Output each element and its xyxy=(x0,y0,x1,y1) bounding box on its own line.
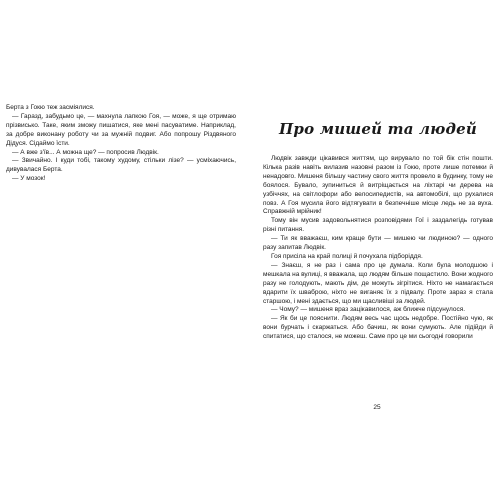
right-paragraph: — Ти як вважаєш, ким краще бути — мишею чи людиною? — одного разу запитав Людвік. xyxy=(263,235,493,252)
page-number: 25 xyxy=(373,404,381,411)
left-page xyxy=(6,104,236,184)
left-paragraph: — А вже з'їв... А можна ще? — попросив Людвік. xyxy=(12,148,159,156)
left-paragraph: — У мозок! xyxy=(12,175,46,183)
right-paragraph: Гоя присіла на край полиці й почухала підборіддя. xyxy=(271,252,423,260)
chapter-title: Про мишей та людей xyxy=(279,120,477,138)
right-paragraph: Людвік завжди цікавився життям, що вирувало по той бік стін пошти. Кілька разів навіть вилазив назовні разом із Гокю, проте лише потемки й ненадовго. Мишеня більшу частину свого життя провело в будинку, тому не боялося. Бувало, зупиниться й витріщається на ліхтарі чи дерева на узбіччях, на світлофори або велосипедистів, на автомобілі, що рухалися повз. А Гоя мусила його відтягувати в безпечніше місце ледь не за вуха. Справжній мрійник! xyxy=(263,155,493,216)
left-paragraph: Берта з Гокю теж засміялися. xyxy=(6,104,95,111)
right-paragraph: Тому він мусив задовольнятися розповідями Гої і заздалегідь готував різні питання. xyxy=(263,217,493,234)
right-paragraph: — Знаєш, я не раз і сама про це думала. Коли була молодшою і мешкала на вулиці, я вважала, що людям більше пощастило. Вони жодного разу не голодують, мають дім, де можуть зігрітися. Ніхто не намагається вдарити їх шваброю, ніхто не виганяє їх з підвалу. Проте зараз я стала старшою, і мені здається, що ми щасливіші за людей. xyxy=(263,261,493,305)
right-paragraph: — Чому? — мишеня враз зацікавилося, аж ближче підсунулося. xyxy=(271,306,466,314)
left-paragraph: — Гаразд, забудьмо це, — махнула лапкою Гоя, — може, я ще отримаю прізвисько. Таке, яким зможу пишатися, яке мені пасуватиме. Наприклад, за добре виконану роботу чи за мужній подвиг. Або попрошу Різдвяного Дідуся. Сідаймо їсти. xyxy=(6,112,236,147)
left-paragraph: — Звичайно. І куди тобі, такому худому, стільки лізе? — усміхаючись, дивувалася Берта. xyxy=(6,157,236,174)
right-page xyxy=(263,120,493,342)
right-paragraph: — Як би це пояснити. Людям весь час щось недобре. Постійно чую, як вони бурчать і скаржаться. Або бачиш, як вони сумують. Але підійди й спитатися, що сталося, не можеш. Саме про це ми сьогодні говорили xyxy=(263,315,493,341)
